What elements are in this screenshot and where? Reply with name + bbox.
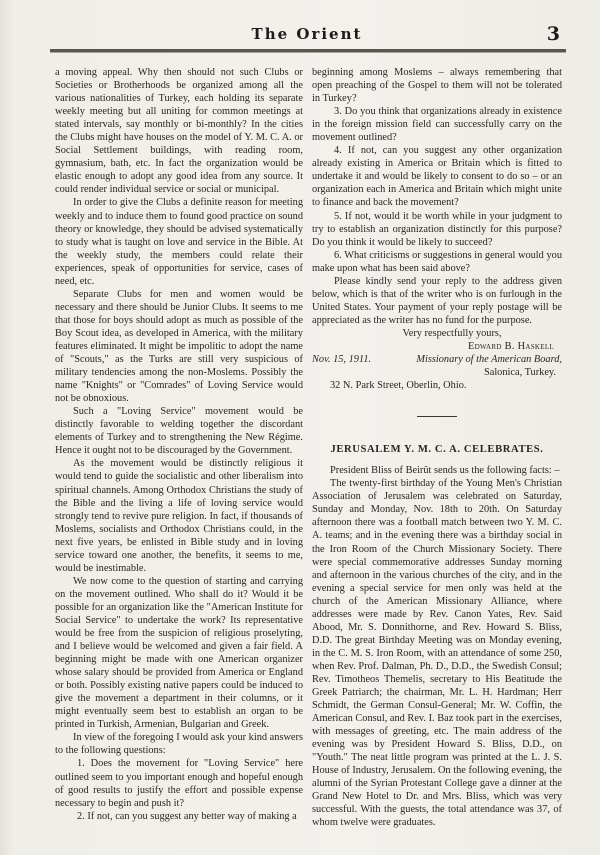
right-column <box>312 66 562 830</box>
question-5: 5. If not, would it be worth while in your judgment to try to establish an organization distinctly for this purpose? Do you think it would be likely to succeed? <box>312 210 562 248</box>
paragraph: beginning among Moslems – always remembering that open preaching of the Gospel to them will not be tolerated in Turkey? <box>312 67 562 105</box>
signature-date: Nov. 15, 1911. <box>312 354 372 366</box>
paragraph: In order to give the Clubs a definite reason for meeting weekly and to induce them to found good practice on sound theory or knowledge, they should be advised systematically to study what is taught on love and service in the Bible. At the weekly study, the members could relate their experiences, speak of opportunities for service, cases of need, etc. <box>55 197 303 287</box>
signature-place: Salonica, Turkey. <box>483 367 556 379</box>
question-3: 3. Do you think that organizations already in existence in the foreign mission field can successfully carry on the movement outlined? <box>312 106 562 144</box>
article-heading: JERUSALEM Y. M. C. A. CELEBRATES. <box>330 444 544 456</box>
signature-block <box>312 327 562 392</box>
signature-name: Edward B. Haskell <box>467 340 554 352</box>
question-6: 6. What criticisms or suggestions in general would you make upon what has been said above? <box>312 249 562 274</box>
signature-closing: Very respectfully yours, <box>402 327 502 339</box>
signature-address: 32 N. Park Street, Oberlin, Ohio. <box>330 380 467 392</box>
paragraph: We now come to the question of starting and carrying on the movement outlined. Who shall do it? Would it be possible for an organization like the "American Institute for Social Service" to undertake the work? Its representative would be free from the suspicion of religious proselyting, and I believe would be welcomed and given a fair field. A beginning might be made with one American organizer whose salary should be provided from America or England or both. Possibly existing native papers could be induced to give the movement a department in their columns, or it might eventually seem best to establish an organ to be printed in Turkish, Armenian, Bulgarian and Greek. <box>55 575 303 731</box>
paragraph: President Bliss of Beirût sends us the following facts: – <box>330 465 560 477</box>
paragraph: a moving appeal. Why then should not such Clubs or Societies or Brotherhoods be organized among all the various nationalities of Turkey, each holding its separate weekly meeting but all uniting for common meetings at stated intervals, say monthly or bi-monthly? In the cities the Clubs might have houses on the model of Y. M. C. A. or Social Settlement buildings, with reading room, gymnasium, bath, etc. In fact the organization would be elastic enough to adopt any good idea from any source. It could render individual service or social or municipal. <box>55 67 303 196</box>
publication-title: The Orient <box>251 25 363 43</box>
paragraph: In view of the foregoing I would ask your kind answers to the following questions: <box>55 732 303 757</box>
page-number: 3 <box>546 23 560 45</box>
header-rule <box>50 49 566 53</box>
question-2: 2. If not, can you suggest any better way of making a <box>77 810 297 822</box>
paragraph: As the movement would be distinctly religious it would tend to guide the socialistic and other liberalism into spiritual channels. Among Orthodox Christians the study of the Bible and the living a life of loving service would strongly tend to revive pure religion. In fact, if thousands of Moslems, socialists and Orthodox Christians could, in the next five years, be enlisted in Bible study and in loving service toward one another, the benefits, it seems to me, would be inestimable. <box>55 458 303 574</box>
question-1: 1. Does the movement for "Loving Service" here outlined seem to you important enough and hopeful enough of good results to justify the effort and possible expense necessary to begin and push it? <box>55 758 303 809</box>
paragraph: The twenty-first birthday of the Young Men's Christian Association of Jerusalem was celebrated on Saturday, Sunday and Monday, Nov. 18th to 20th. On Saturday afternoon there was a football match between two Y. M. C. A. teams; and in the evening there was a birthday social in the Iron Room of the Church Missionary Society. There were special commemorative addresses Sunday morning and afternoon in the various churches of the city, and in the evening a special service for men only was held at the church of the American Missionary Alliance, where addresses were made by Rev. Canon Yates, Rev. Said Abood, Mr. S. Donnithorne, and Rev. Howard S. Bliss, D.D. The great Birthday Meeting was on Monday evening, in the C. M. S. Iron Room, with an attendance of some 250, when Rev. Prof. Dalman, Ph. D., D.D., the Swedish Consul; Rev. Timotheos Themelis, secretary to His Beatitude the Greek Patriarch; the chairman, Mr. L. H. Hardman; Herr Schmidt, the German Consul-General; Mr. W. Coffin, the American Consul, and Rev. I. Baz took part in the exercises, with messages of greeting, etc. The main address of the evening was by President Howard S. Bliss, D.D., on "Youth." The neat little program was printed at the L. J. S. House of Industry, Jerusalem. On the following evening, the alumni of the Syrian Protestant College gave a dinner at the Grand New Hotel to Dr. and Mrs. Bliss, which was very successful. With the guests, the total attendance was 37, of whom twelve were graduates. <box>312 478 562 829</box>
left-column <box>55 66 303 823</box>
section-divider <box>417 416 457 417</box>
paragraph: Separate Clubs for men and women would be necessary and there should be Junior Clubs. It seems to me that those for boys should adopt as much as possible of the Boy Scout idea, as developed in America, with the military features eliminated. It might be impolitic to adopt the name of "Scouts," as the Turks are still very suspicious of military tendencies among the non-Moslems. Possibly the name "Knights" or "Comrades" of Loving Service would not be obnoxious. <box>55 288 303 405</box>
signature-title: Missionary of the American Board, <box>416 354 562 366</box>
question-4: 4. If not, can you suggest any other organization already existing in America or Britain which is fitted to undertake it and would be likely to consent to do so – or an organization each in America and Britain which might unite to finance and back the movement? <box>312 145 562 209</box>
paragraph: Please kindly send your reply to the address given below, which is that of the writer who is on furlough in the United States. Your payment of your reply postage will be appreciated as the writer has no fund for the purpose. <box>312 275 562 326</box>
running-header <box>52 24 562 48</box>
signature-date-title <box>312 353 562 366</box>
paragraph: Such a "Loving Service" movement would be distinctly favorable to welding together the discordant elements of Turkey and to strengthening the New Régime. Hence it ought not to be discouraged by the Government. <box>55 406 303 457</box>
